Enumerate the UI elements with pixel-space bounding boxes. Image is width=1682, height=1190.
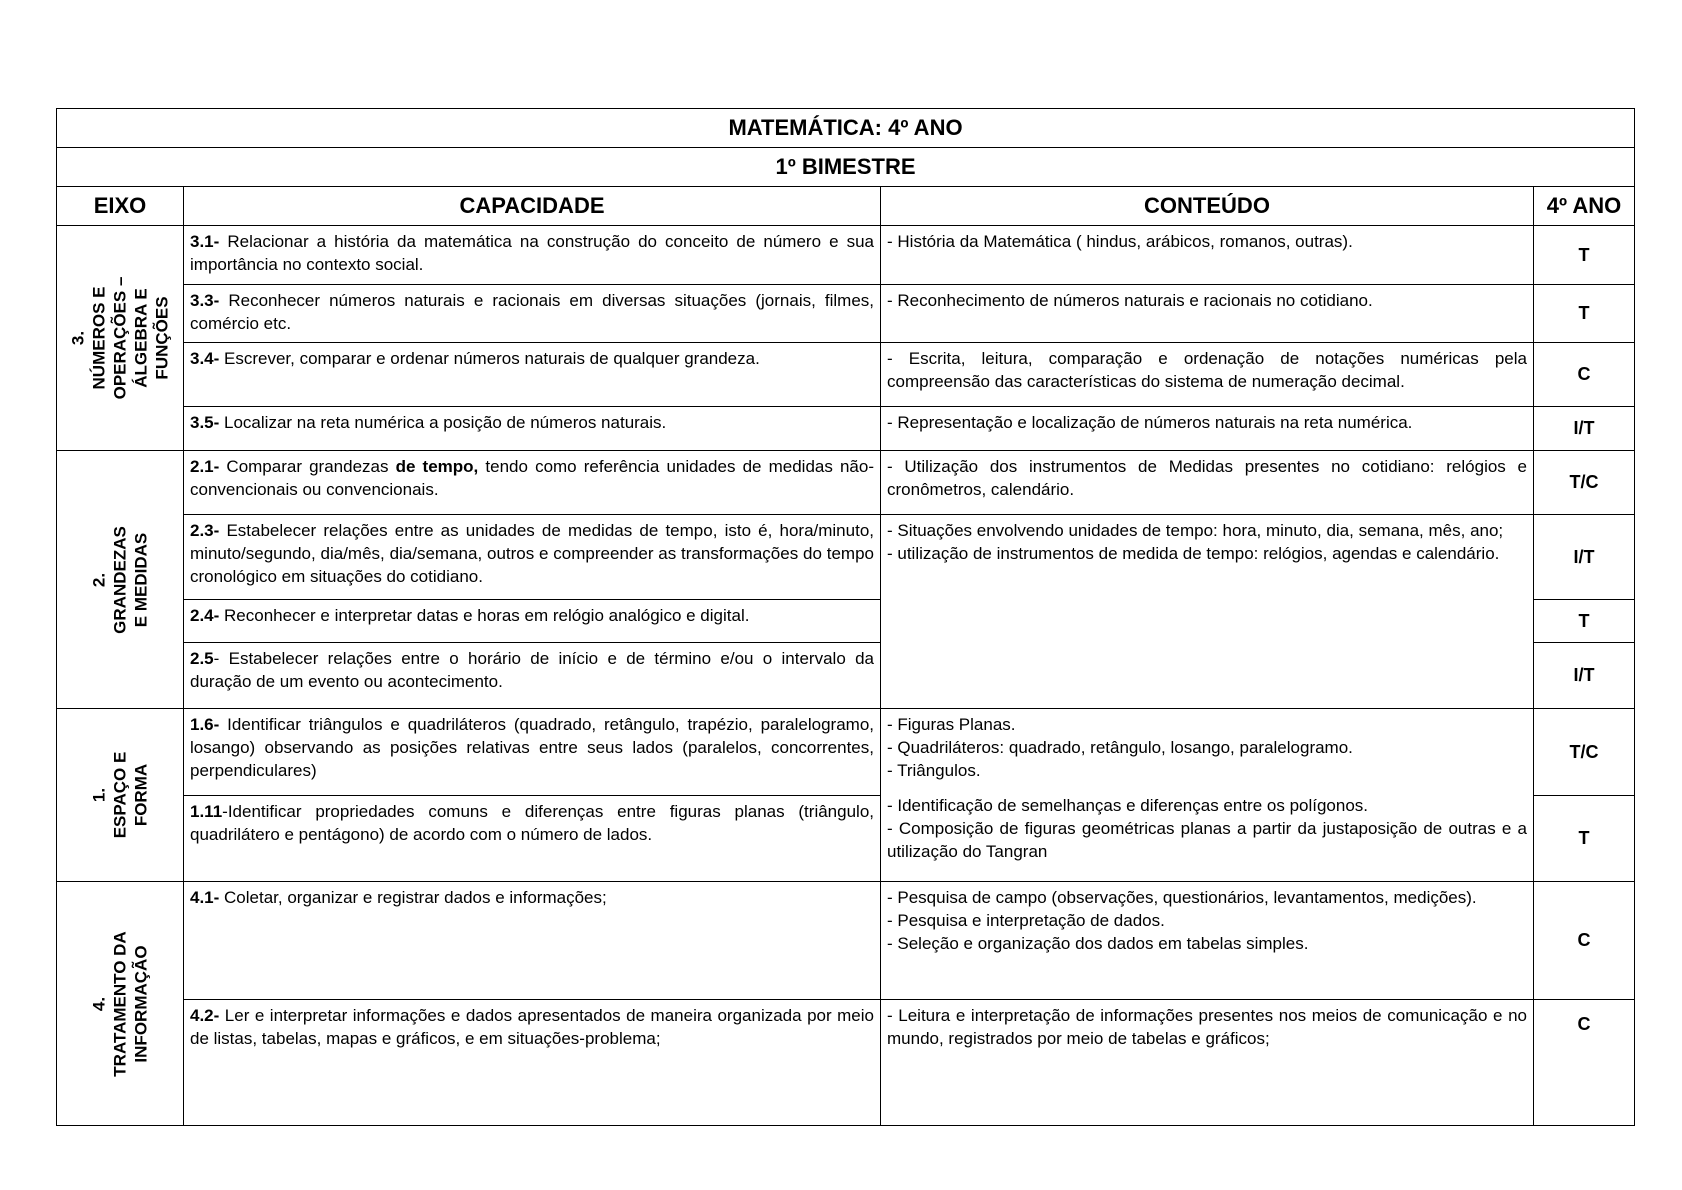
capacidade-cell: 3.5- Localizar na reta numérica a posição de números naturais. (184, 407, 881, 451)
conteudo-cell: - Utilização dos instrumentos de Medidas presentes no cotidiano: relógios e cronômetros, calendário. (881, 451, 1534, 515)
grade-cell: T (1534, 285, 1635, 343)
header-eixo: EIXO (57, 187, 184, 226)
grade-cell: I/T (1534, 643, 1635, 709)
grade-cell: I/T (1534, 407, 1635, 451)
axis-label: 2. GRANDEZAS E MEDIDAS (89, 525, 151, 634)
capacidade-cell: 3.1- Relacionar a história da matemática na construção do conceito de número e sua importância no contexto social. (184, 226, 881, 285)
capacidade-cell: 2.4- Reconhecer e interpretar datas e horas em relógio analógico e digital. (184, 600, 881, 643)
capacidade-cell: 1.6- Identificar triângulos e quadriláteros (quadrado, retângulo, trapézio, paralelogramo, losango) observando as posições relativas entre seus lados (paralelos, concorrentes, perpendiculares) (184, 709, 881, 796)
capacidade-cell: 1.11-Identificar propriedades comuns e diferenças entre figuras planas (triângulo, quadrilátero e pentágono) de acordo com o número de lados. (184, 796, 881, 882)
conteudo-cell: - Representação e localização de números naturais na reta numérica. (881, 407, 1534, 451)
grade-cell: T/C (1534, 451, 1635, 515)
axis-grandezas-medidas (57, 451, 184, 709)
header-ano: 4º ANO (1534, 187, 1635, 226)
header-conteudo: CONTEÚDO (881, 187, 1534, 226)
axis-numeros-operacoes (57, 226, 184, 451)
conteudo-cell: - Figuras Planas. - Quadriláteros: quadrado, retângulo, losango, paralelogramo. - Triângulos. - Identificação de semelhanças e diferenças entre os polígonos. - Composição de figuras geométricas planas a partir da justaposição de outras e a utilização do Tangran (881, 709, 1534, 882)
curriculum-table (56, 108, 1635, 1126)
capacidade-cell: 3.4- Escrever, comparar e ordenar números naturais de qualquer grandeza. (184, 343, 881, 407)
grade-cell: C (1534, 1000, 1635, 1126)
conteudo-cell: - Escrita, leitura, comparação e ordenação de notações numéricas pela compreensão das características do sistema de numeração decimal. (881, 343, 1534, 407)
grade-cell: T (1534, 226, 1635, 285)
conteudo-cell: - Situações envolvendo unidades de tempo: hora, minuto, dia, semana, mês, ano; - utilização de instrumentos de medida de tempo: relógios, agendas e calendário. (881, 515, 1534, 709)
table-title: MATEMÁTICA: 4º ANO (57, 109, 1635, 148)
capacidade-cell: 2.5- Estabelecer relações entre o horário de início e de término e/ou o intervalo da duração de um evento ou acontecimento. (184, 643, 881, 709)
axis-espaco-forma (57, 709, 184, 882)
capacidade-cell: 2.3- Estabelecer relações entre as unidades de medidas de tempo, isto é, hora/minuto, minuto/segundo, dia/mês, dia/semana, outros e compreender as transformações do tempo cronológico em situações do cotidiano. (184, 515, 881, 600)
grade-cell: T (1534, 600, 1635, 643)
grade-cell: C (1534, 343, 1635, 407)
conteudo-cell: - História da Matemática ( hindus, arábicos, romanos, outras). (881, 226, 1534, 285)
capacidade-cell: 3.3- Reconhecer números naturais e racionais em diversas situações (jornais, filmes, comércio etc. (184, 285, 881, 343)
conteudo-cell: - Leitura e interpretação de informações presentes nos meios de comunicação e no mundo, registrados por meio de tabelas e gráficos; (881, 1000, 1534, 1126)
grade-cell: T/C (1534, 709, 1635, 796)
grade-cell: I/T (1534, 515, 1635, 600)
capacidade-cell: 4.1- Coletar, organizar e registrar dados e informações; (184, 882, 881, 1000)
conteudo-cell: - Reconhecimento de números naturais e racionais no cotidiano. (881, 285, 1534, 343)
grade-cell: T (1534, 796, 1635, 882)
capacidade-cell: 2.1- Comparar grandezas de tempo, tendo como referência unidades de medidas não-convencionais ou convencionais. (184, 451, 881, 515)
axis-tratamento-informacao (57, 882, 184, 1126)
table-subtitle: 1º BIMESTRE (57, 148, 1635, 187)
axis-label: 3. NÚMEROS E OPERAÇÕES – ÁLGEBRA E FUNÇÕES (68, 276, 172, 400)
header-capacidade: CAPACIDADE (184, 187, 881, 226)
capacidade-cell: 4.2- Ler e interpretar informações e dados apresentados de maneira organizada por meio de listas, tabelas, mapas e gráficos, e em situações-problema; (184, 1000, 881, 1126)
grade-cell: C (1534, 882, 1635, 1000)
conteudo-cell: - Pesquisa de campo (observações, questionários, levantamentos, medições). - Pesquisa e interpretação de dados. - Seleção e organização dos dados em tabelas simples. (881, 882, 1534, 1000)
axis-label: 1. ESPAÇO E FORMA (89, 751, 151, 839)
axis-label: 4. TRATAMENTO DA INFORMAÇÃO (89, 930, 151, 1077)
